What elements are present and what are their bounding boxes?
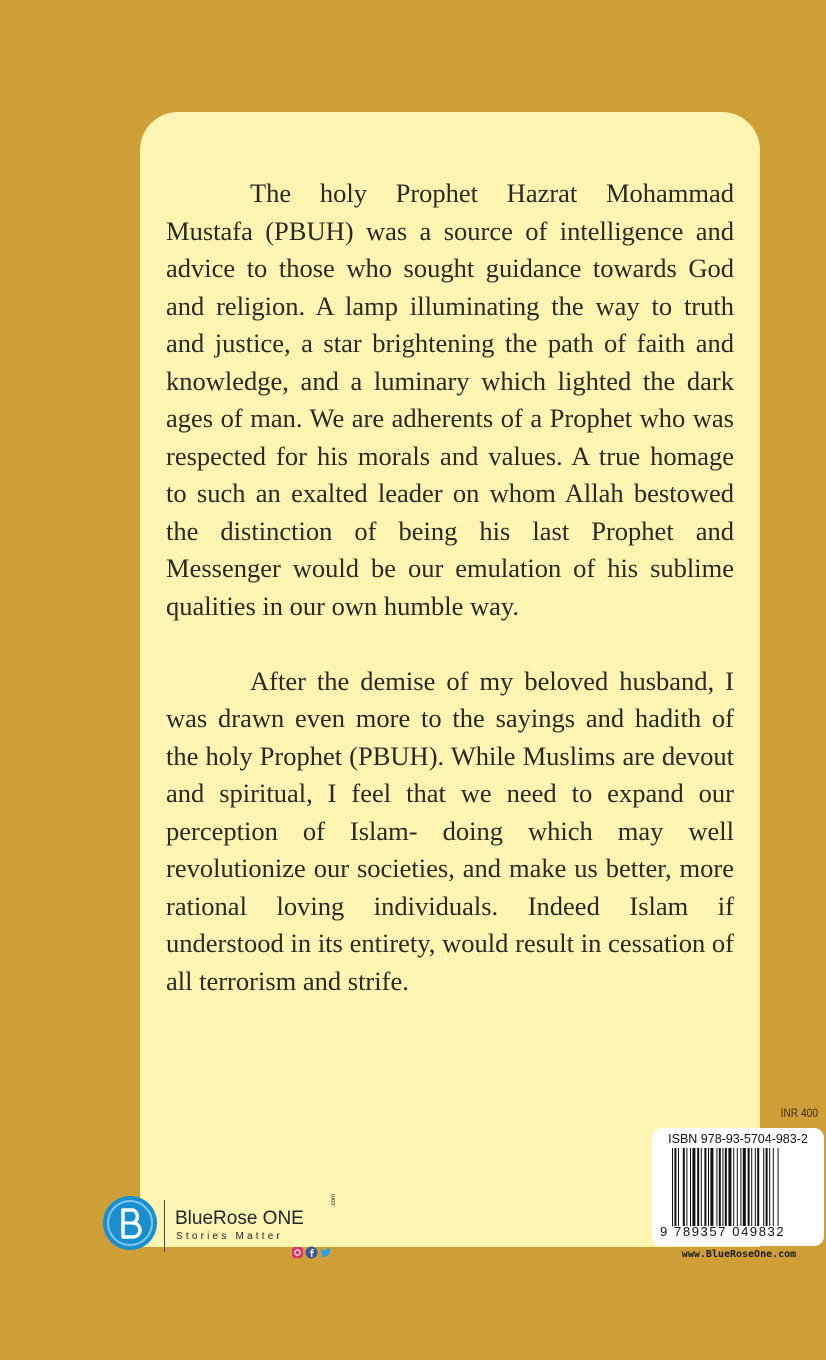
price-label: INR 400 bbox=[780, 1106, 818, 1120]
barcode-bar bbox=[769, 1148, 770, 1226]
barcode-bar bbox=[710, 1148, 713, 1226]
barcode-bar bbox=[678, 1148, 679, 1226]
barcode-bar bbox=[725, 1148, 727, 1226]
barcode-bar bbox=[757, 1148, 759, 1226]
barcode-bar bbox=[740, 1148, 741, 1226]
barcode-bar bbox=[751, 1148, 752, 1226]
publisher-domain-suffix: .com bbox=[331, 1193, 337, 1207]
twitter-icon[interactable] bbox=[319, 1244, 332, 1257]
barcode-bar bbox=[778, 1148, 779, 1226]
barcode-bar bbox=[692, 1148, 695, 1226]
logo-divider bbox=[164, 1200, 165, 1252]
bluerose-logo-icon bbox=[102, 1195, 158, 1251]
barcode-bar bbox=[697, 1148, 699, 1226]
barcode-box bbox=[652, 1128, 824, 1246]
barcode-bar bbox=[686, 1148, 687, 1226]
barcode-bar bbox=[755, 1148, 756, 1226]
barcode-bars bbox=[672, 1148, 814, 1226]
barcode-bar bbox=[748, 1148, 750, 1226]
barcode-bar bbox=[704, 1148, 706, 1226]
barcode-bar bbox=[716, 1148, 717, 1226]
facebook-icon[interactable] bbox=[305, 1244, 318, 1257]
social-icons bbox=[291, 1244, 332, 1257]
barcode-bar bbox=[690, 1148, 691, 1226]
ean-digits: 9 789357 049832 bbox=[660, 1224, 786, 1239]
barcode-bar bbox=[722, 1148, 723, 1226]
barcode-bar bbox=[763, 1148, 764, 1226]
barcode-bar bbox=[674, 1148, 676, 1226]
barcode-bar bbox=[683, 1148, 685, 1226]
publisher-name: BlueRose ONE bbox=[175, 1208, 304, 1229]
instagram-icon[interactable] bbox=[291, 1244, 304, 1257]
barcode-bar bbox=[719, 1148, 721, 1226]
publisher-tagline: Stories Matter bbox=[176, 1231, 284, 1242]
barcode-bar bbox=[728, 1148, 731, 1226]
barcode-bar bbox=[672, 1148, 673, 1226]
barcode-bar bbox=[708, 1148, 709, 1226]
website-url[interactable]: www.BlueRoseOne.com bbox=[681, 1249, 797, 1260]
barcode-bar bbox=[743, 1148, 746, 1226]
blurb-paragraph-1: The holy Prophet Hazrat Mohammad Mustafa (PBUH) was a source of intelligence and advice to those who sought guidance towards God and religion. A lamp illuminating the way to truth and justice, a star brightening the path of faith and knowledge, and a luminary which lighted the dark ages of man. We are adherents of a Prophet who was respected for his morals and values. A true homage to such an exalted leader on whom Allah bestowed the distinction of being his last Prophet and Messenger would be our emulation of his sublime qualities in our own humble way. bbox=[166, 178, 734, 621]
barcode-bar bbox=[766, 1148, 768, 1226]
blurb-paragraph-2: After the demise of my beloved husband, I was drawn even more to the sayings and hadith of the holy Prophet (PBUH). While Muslims are devout and spiritual, I feel that we need to expand our perception of Islam- doing which may well revolutionize our societies, and make us better, more rational loving individuals. Indeed Islam if understood in its entirety, would result in cessation of all terrorism and strife. bbox=[166, 665, 734, 996]
barcode-bar bbox=[773, 1148, 774, 1226]
barcode-bar bbox=[737, 1148, 738, 1226]
barcode-bar bbox=[733, 1148, 734, 1226]
barcode-bar bbox=[701, 1148, 702, 1226]
back-cover-blurb bbox=[166, 175, 734, 1000]
isbn-label: ISBN 978-93-5704-983-2 bbox=[668, 1132, 808, 1146]
